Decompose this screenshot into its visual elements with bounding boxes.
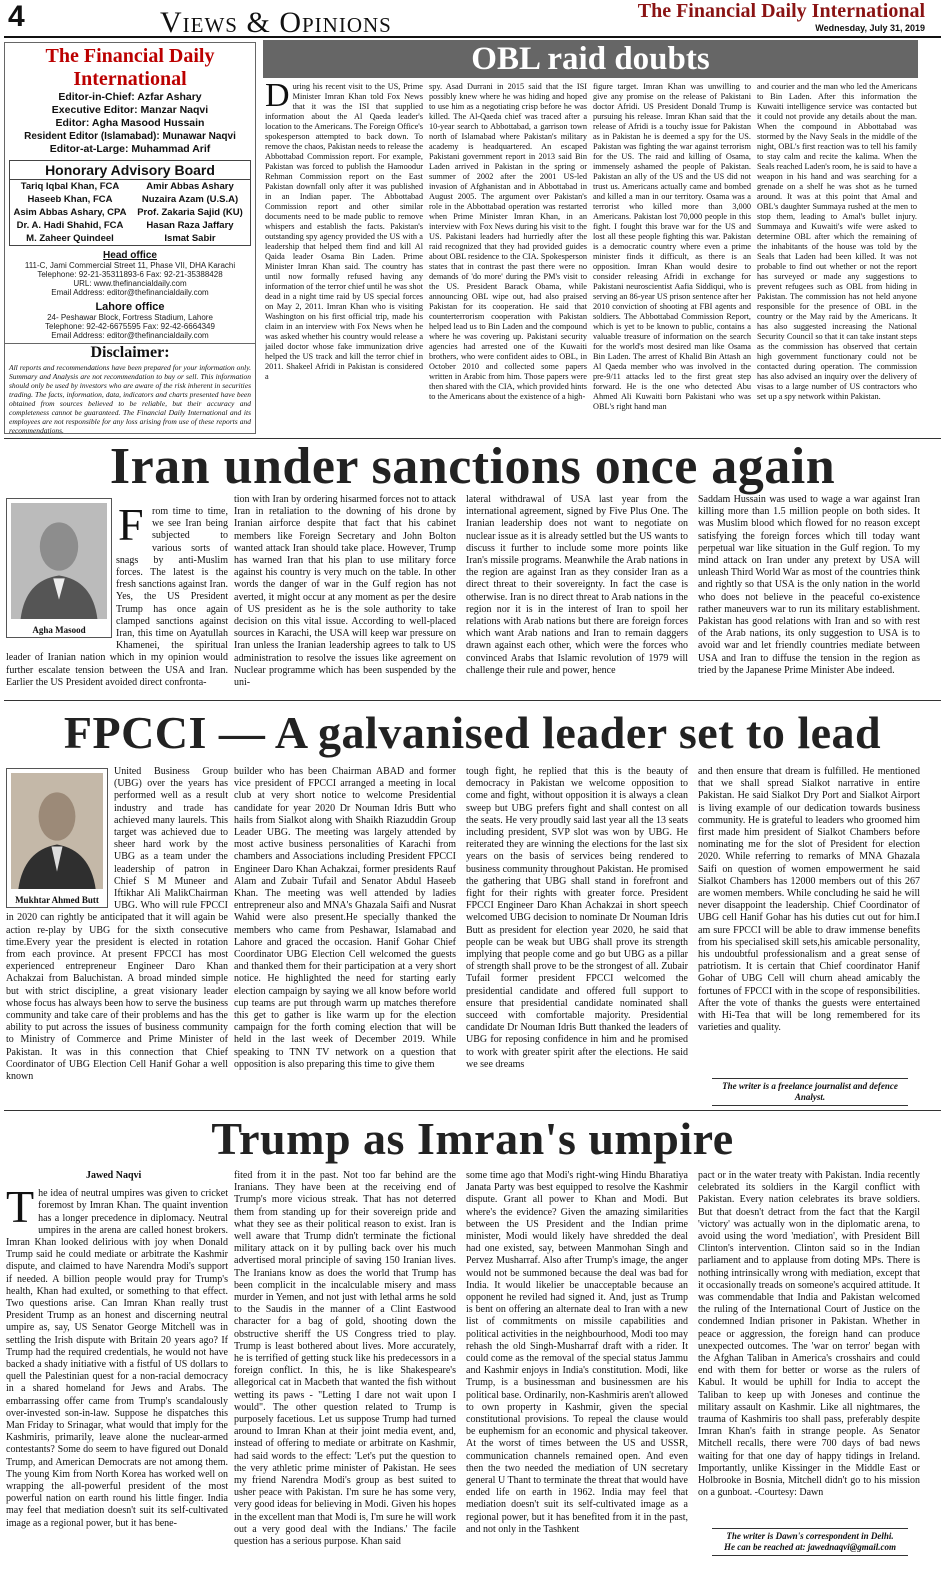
staff-line: Resident Editor (Islamabad): Munawar Naqvi (24, 131, 236, 142)
office-line: 111-C, Jami Commercial Street 11, Phase VII, DHA Karachi (24, 261, 236, 270)
head-office-address (5, 261, 255, 297)
board-member: Nuzaira Azam (U.S.A) (141, 194, 239, 205)
trump-note-line: He can be reached at: jawednaqvi@gmail.com (724, 1542, 896, 1552)
trump-writer-note (712, 1528, 908, 1556)
staff-list (5, 91, 255, 156)
iran-dropcap: F (118, 506, 144, 550)
iran-column-3: lateral withdrawal of USA last year from the international agreement, signed by Five Plus One. The Iranian leadership does not want to negotiate on nuclear issue as it is already settled but the US wants to discuss it further to include some more points like Iran's missile programs. Meanwhile the Arab nations in the region are against Iran as they consider Iran as a direct threat to their sovereignty. In fact the case is otherwise. Iran is no direct threat to Arab nations in the region nor it is in the interest of Iran to spoil her relations with Arab nations but there are foreign forces which want Arab nations and Iran to remain daggers drawn against each other, which were the forces who convinced Arabs that Islamic revolution of 1979 will challenge their rule and power, hence (466, 494, 688, 676)
iran-text: rom time to time, we see Iran being subjected to various sorts of snags by anti-Muslim forces. The latest is the fresh sanctions against Iran. Yes, the US President Trump has once again clamped sanctions against Iran, this time on Ayatullah Khamenei, the spiritual leader of Iranian nation which in my opinion would further escalate tension between the USA and Iran. Earlier the US President avoided direct confronta- (6, 506, 228, 688)
trump-text: he idea of neutral umpires was given to cricket foremost by Imran Khan. The quaint invention has a longer precedence in diplomacy. Neutral umpires in the arena are called honest brokers. Imran Khan looked delirious with joy when Donald Trump said he could mediate or arbitrate the Kashmir dispute, and claimed to have Narendra Modi's support if needed. A billion people would pray for Trump's health, Khan had exulted, or something to that effect. Two questions arise. Can Imran Khan really trust President Trump as an honest and discerning neutral umpire as, say, US Senator George Mitchell was in settling the Irish dispute with Britain 20 years ago? If Trump had the required credentials, he would not have backed a shady initiative with a fistful of US dollars to quell the Palestinian quest for a non-racial democracy in a shared homeland for Jews and Arabs. The embarrassing offer came from Trump's scandalously over-invested son-in-law. Suppose he dispatches this Man Friday to Srinagar, what would that imply for the Kashmiris, primarily, leave alone the nuclear-armed contestants? Some do seem to have figured out Donald Trump, and American Democrats are not among them. The young Kim from North Korea has worked well on wrapping the all-powerful president of the most powerful nation on earth round his little finger. India may feel that mediation doesn't suit its self-cultivated image as a regional power, but it has bene- (6, 1188, 228, 1529)
section-divider (4, 1110, 941, 1111)
trump-column-2: fited from it in the past. Not too far behind are the Iranians. They have been at the receiving end of Trump's more vicious streak. That has not deterred them from standing up for their sovereign pride and what they see as their political reason to exist. Iran is well aware that Trump didn't terminate the fictional military attack on it by pulling back over his much advertised moral principle of saving 150 Iranian lives. The Iranians know as does the world that Trump has been complicit in the incalculable misery and mass murder in Yemen, and not just with lethal arms he sold to the Saudis in the manner of a Clint Eastwood character for a bag of gold, shooting down the obstructive sheriff the US Congress tried to play. Trump is least bothered about lives. More accurately, he is terrified of getting stuck like his predecessors in a foreign conflict. In this, he is like Shakespeare's allegorical cat in Macbeth that wanted the fish without wetting its paws - "Letting I dare not wait upon I would". The other question related to Trump is purposely facetious. Let us suppose Trump had turned around to Imran Khan at their joint media event, and, instead of offering to mediate or arbitrate on Kashmir, had said words to the effect: 'Let's put the question to the very athletic prime minister of Pakistan. He sees my friend Narendra Modi's group as best suited to usher peace with Pakistan. I'm sure he has some very, very good ideas for believing in Modi. Given his hopes in the excellent man that Modi is, I'm sure he will work out a very good deal with the Indians.' The facile question has a serious purpose. Khan said (234, 1170, 456, 1548)
lahore-office-address (5, 313, 255, 340)
office-line: Telephone: 92-42-6675595 Fax: 92-42-6664349 (45, 322, 215, 331)
fpcci-writer-note: The writer is a freelance journalist and defence Analyst. (712, 1078, 908, 1106)
office-line: Email Address: editor@thefinancialdaily.com (51, 288, 209, 297)
trump-author: Jawed Naqvi (86, 1170, 142, 1181)
trump-note-line: The writer is Dawn's correspondent in Delhi. (726, 1531, 894, 1541)
obl-column-3: figure target. Imran Khan was unwilling to give any promise on the release of Pakistani doctor Afridi. US President Donald Trump is pursuing his release. Imran Khan said that the release of Afridi is a touchy issue for Pakistan as in Pakistan he is deemed a spy for the US. Pakistan was fighting the war against terrorism for the US. The raid and killing of Osama, immensely ashamed the people of Pakistan. Pakistan an ally of the US and the US did not trust us. Americans actually came and bombed and killed a man in our territory. Osama was a terrorist who killed more than 3,000 Americans. Pakistan lost 70,000 people in this fight. I fought this brave war for the US and lost all these people fighting this war. Pakistan is a democratic country where even a prime minister finds it difficult, as there is an opposition. Imran Khan would desire to consider releasing Afridi in exchange for Pakistani neuroscientist Aafia Siddiqui, who is serving an 86-year US prison sentence after her 2010 conviction of shooting at FBI agents and soldiers. The Abbottabad Commission Report, which is yet to be known to public, contains a valuable treasure of information on the search for the world's most desired man like Osama Bin Laden. The arrest of Khalid Bin Attash an Al Qaeda member who was involved in the pre-9/11 attacks led to the first great step forward. He is the one who detected Abu Ahmed Ali Kuwaiti born Pakistani who was OBL's right hand man (593, 82, 751, 411)
trump-headline: Trump as Imran's umpire (211, 1113, 734, 1164)
fpcci-headline: FPCCI — A galvanised leader set to lead (63, 707, 882, 758)
fpcci-column-2: builder who has been Chairman ABAD and former vice president of FPCCI arranged a meeting in local club at very short notice to welcome Presidential candidate for year 2020 Dr Nouman Idris Butt who hails from Sialkot along with Shaikh Riazuddin Group Leader UBG. The meeting was largely attended by most active business personalities of Karachi from chambers and Associations including President FPCCI Engineer Daro Khan Achakzai, former presidents Rauf Alam and Zubair Tufail and Senator Abdul Haseeb Khan. The meeting was well attended by ladies entrepreneur also and MNA's Ghazala Saifi and Nusrat Wahid were also present.He specially thanked the members who came from Peshawar, Islamabad and Lahore and graced the occasion. Hanif Gohar Chief Coordinator UBG Election Cell welcomed the guests and thanked them for their participation at a very short notice. He highlighted the need for starting early election campaign by saying we all know before world cup teams are put through warm up matches therefore this get to gather is like warm up for the election campaign for the forth coming election that will be held in the last week of December 2019. While speaking to TNN TV network on a question that opposition is also preparing this time to give them (234, 766, 456, 1070)
office-line: Telephone: 92-21-35311893-6 Fax: 92-21-35388428 (37, 270, 223, 279)
obl-headline: OBL raid doubts (263, 40, 918, 78)
board-member: M. Zaheer Quindeel (26, 233, 114, 244)
iran-column-4: Saddam Hussain was used to wage a war against Iran killing more than 1.5 million people on both sides. It was Muslim blood which flowed for no reason except satisfying the foreign forces which till today want perpetual war like situation in the Gulf region. To my mind attack on Iran under any pretext by USA will unleash Third World War as most of the countries think and rightly so that USA is the only nation in the world who does not believe in the peaceful co-existence rather maneuvers war to run its military establishment. Pakistan has good relations with Iran and so with rest of the Arab nations, its only suggestion to USA is to avoid war and let friendly countries mediate between USA and Iran to diffuse the tension in the region as tried by the Japanese Prime Minister Abe indeed. (698, 494, 920, 676)
office-line: Email Address: editor@thefinancialdaily.com (51, 331, 209, 340)
board-member: Hasan Raza Jaffary (146, 220, 234, 231)
obl-text: uring his recent visit to the US, Prime Minister Imran Khan told Fox News that it was the ISI that supplied information about the Al Qaeda leader's location to the Americans. The Foreign Office's spokesperson attempted to back down. To remove the chaos, Pakistan needs to release the Abbottabad Commission report. For example, Pakistan was forced to publish the Hamoodur Rehman Commission report on the East Pakistan downfall only after it was published in an Indian paper. The Abbottabad Commission report and other similar documents need to be made public to remove whispers and establish the facts. Pakistan's outstanding spy agency provided the US with a leadership that helped them find and kill Al Qaida leader Osama Bin Laden. Prime Minister Imran Khan said. The country has until now formally refused having any information of the terror chief until he was shot dead in a night time raid by US special forces on May 2, 2011. Imran Khan who is visiting Washington on his first official trip, made his claim in an interview with Fox News when he was asked whether his country would release a jailed doctor whose fake immunization drive helped the US track and kill the terror chief in 2011. Shakeel Afridi in Pakistan is considered a (265, 82, 423, 381)
office-line: 24- Peshawar Block, Fortress Stadium, Lahore (47, 313, 213, 322)
iran-author-caption: Agha Masood (32, 625, 86, 635)
trump-dropcap: T (6, 1181, 35, 1233)
staff-line: Editor: Agha Masood Hussain (55, 117, 205, 129)
disclaimer-title: Disclaimer: (5, 343, 255, 362)
lahore-office-title: Lahore office (95, 301, 165, 313)
trump-column-1 (6, 1170, 228, 1568)
board-member: Amir Abbas Ashary (146, 181, 234, 192)
section-divider (4, 700, 941, 701)
board-member: Asim Abbas Ashary, CPA (13, 207, 127, 218)
disclaimer-text: All reports and recommendations have been prepared for your information only. Summary and Analysis are not recommendation to buy or sell. This information should only be used by investors who are aware of the risk inherent in securities trading. The facts, information, data, indicators and charts presented have been obtained from sources believed to be reliable, but their accuracy and completeness cannot be guaranteed. The Financial Daily International and its employees are not responsible for any loss arising from use of these reports and recommendations. (9, 363, 251, 435)
staff-line: Editor-at-Large: Muhammad Arif (49, 143, 211, 155)
staff-line: Editor-in-Chief: Azfar Ashary (58, 91, 202, 103)
staff-line: Executive Editor: Manzar Naqvi (51, 104, 209, 116)
iran-column-1 (6, 506, 228, 694)
obl-dropcap: D (265, 82, 290, 114)
masthead-paper-name: The Financial Daily International (637, 0, 925, 22)
fpcci-column-3: tough fight, he replied that this is the beauty of democracy in Pakistan we welcome opposition to come and fight, without opposition it is always a clean sweep but UBG prefers fight and shall contest on all the seats. He very proudly said last year all the 13 seats including president, SVP slot was won by UBG. He reiterated they are winning the elections for the last six years on the basis of services being rendered to business community throughout Pakistan. He promised the gathering that UBG shall stand in forefront and fight for their rights with greater force. President FPCCI Engineer Daro Khan Achakzai in short speech welcomed UBG decision to nominate Dr Nouman Idris Butt as president for election year 2020, he said that people can be weak but UBG shall prove its strength implying that people come and go but UBG as a pillar of strength shall prove to be the strongest of all. Zubair Tufail former president FPCCI welcomed the presidential candidate and offered full support to ensure that presidential candidate nominated shall succeed with comfortable majority. Presidential candidate Dr Nouman Idris Butt thanked the leaders of UBG for reposing confidence in him and he promised to work with greater spirit after the elections. He said we see dreams (466, 766, 688, 1070)
fpcci-author-caption: Mukhtar Ahmed Butt (15, 895, 99, 905)
advisory-board (9, 180, 251, 246)
masthead-date: Wednesday, July 31, 2019 (815, 23, 925, 33)
obl-column-4: and courier and the man who led the Americans to Bin Laden. After this information the Kuwaiti intelligence service was contacted but it could not provide any details about the man. When the compound in Abbottabad was stormed by the Navy Seals in the middle of the night, OBL's first reaction was to tell his family to stay calm and recite the kalima. When the Seals reached Laden's room, he is said to have a weapon in his hand and was searching for a grenade on a shelf he was shot as he turned around. It was at this point that Amal and OBL's daughter Summaya rushed at the men to stop them, leading to Amal's bullet injury. Summaya and Kuwaiti's wife were asked to determine OBL after which the remaining of the inhabitants of the house was told by the Seals that Laden had been killed. It was not probable to find out whether or not the report has surveyed or made any suggestions to prevent refugees such as OBL from hiding in Pakistan. The commission has not held anyone responsible for the presence of OBL in the country or the May raid by the Americans. It has also suggested increasing the National Security Council so that it can take instant steps as the commission has observed that certain high government functionary could not be contacted during operation. The commission has also advised an inquiry over the delivery of visas to a large number of US contractors who set up a spy network within Pakistan. (757, 82, 917, 401)
iran-column-2: tion with Iran by ordering hisarmed forces not to attack Iran in retaliation to the downing of his drone by Iranian airforce despite that fact that his cabinet members like Foreign Secretary and John Bolton wanted attack Iran should take place. However, Trump has warned Iran that his plan to use military force against his country is very much on the table. In other words the danger of war in the Gulf region has not averted, it might occur at any moment as per the desire of US president as he is the sole authority to take decision on this vital issue. According to well-placed sources in Karachi, the USA will keep war pressure on Iran unless the Iranian leadership agrees to talk to US administration to resolve the issues like agreement on Nuclear programme which has been suspended by the uni- (234, 494, 456, 689)
board-member: Prof. Zakaria Sajid (KU) (137, 207, 243, 218)
board-member: Dr. A. Hadi Shahid, FCA (16, 220, 124, 231)
iran-headline: Iran under sanctions once again (109, 438, 836, 495)
trump-column-4: pact or in the water treaty with Pakistan. India recently celebrated its soldiers in the Kargil conflict with Pakistan. Every nation celebrates its brave soldiers. But that doesn't detract from the fact that the Kargil 'victory' was actually won in the diplomatic arena, to avoid using the word 'mediation', with President Bill Clinton's intervention. Clinton said so in the Indian parliament and to applause from doting MPs. There is nothing intrinsically wrong with mediation, except that it occasionally treads on someone's acquired attitude. It was commendable that India and Pakistan welcomed the ruling of the International Court of Justice on the condemned Indian prisoner in Pakistan. Whether in peace or aggression, the foreign hand can produce unexpected outcomes. The 'war on terror' began with the Afghan Taliban in America's crosshairs and could end with them for better or worse as the rulers of Kabul. It would be uphill for India to accept the Taliban to keep up with Joneses and continue the military assault on Kashmir. Like all nightmares, the trauma of Kashmiris too shall pass, preferably despite Imran Khan's faith in strange people. As Senator Mitchell recalls, there were 700 days of bad news waiting for that one day of happy tidings in Ireland. Importantly, unlike Kissinger in the Middle East or Holbrooke in Bosnia, Mitchell didn't go to his mission on a gunboat. -Courtesy: Dawn (698, 1170, 920, 1499)
board-title: Honorary Advisory Board (9, 160, 251, 180)
masthead (638, 0, 925, 33)
info-paper-name: The Financial Daily International (45, 45, 215, 90)
trump-column-3: some time ago that Modi's right-wing Hindu Bharatiya Janata Party was best equipped to resolve the Kashmir dispute. Grant all power to Khan and Modi. But where's the evidence? Given the amazing similarities between the US President and the Indian prime minister, Modi would likely have shredded the deal had one existed, say, between Manmohan Singh and Pervez Musharraf. Also after Trump's image, the anger would not be summoned because the deal was bad for India. It would likelier be unacceptable because an opponent he reviled had signed it. And, just as Trump is bent on offering an alternate deal to Iran with a new list of commitments on missile capabilities and political activities in the neighbourhood, Modi too may rehash the old Singh-Musharraf draft with a rider. It could come as the removal of the special status Jammu and Kashmir enjoys in India's constitution. Modi, like Trump, is a businessman and businessmen are his political base. Ordinarily, non-Kashmiris aren't allowed to own property in Kashmir, given the special constitutional provisions. To repeal the clause would be euphemism for an economic and physical takeover. At the worst of times between the US and USSR, communication channels remained open. And even then the two needed the mediation of UN secretary general U Thant to terminate the threat that would have ended life on earth in 1962. India may feel that mediation doesn't suit its self-cultivated image as a regional power, but it has benefited from it in the past, and not only in the Tashkent (466, 1170, 688, 1535)
info-panel (4, 42, 256, 434)
board-member: Tariq Iqbal Khan, FCA (20, 181, 120, 192)
obl-column-1 (265, 82, 423, 434)
fpcci-column-4: and then ensure that dream is fulfilled. He mentioned that we shall spread Sialkot narrative in entire Pakistan. He said Sialkot Dry Port and Sialkot Airport is living example of our dedication towards business community. He is grateful to leaders who groomed him first made him president of Sialkot Chambers before nominating me for the slot of President for election 2020. While referring to remarks of MNA Ghazala Saifi on question of women empowerment he said Sialkot Chambers has 12000 members out of this 267 are women members. While concluding he said he will never disappoint the leadership. Chief Coordinator of UBG cell Hanif Gohar has his duties cut out for him.I am sure FPCCI will be able to draw immense benefits from his specialised skill sets,his amicable personality, his undoubtful professionalism and a great sense of patriotism. It is certain that Chief coordinator Hanif Gohar of UBG Cell will churn ahead amicably the fortunes of FPCCI with in the scope of responsibilities. After the vote of thanks the guests were entertained with Hi-Tea that will be long remembered for its varieties and quality. (698, 766, 920, 1034)
section-title: Views & Opinions (160, 6, 392, 39)
fpcci-text: United Business Group (UBG) over the years has performed well as a result industry and trade has achieved many laurels. This target was achieved due to sheer hard work by the UBG as a team under the leadership of patron in Chief S M Muneer and Iftikhar Ali MalikChairman UBG. Who will rule FPCCI in 2020 can rightly be anticipated that it will again be action re-play by UBG for the sixth consecutive time.Every year the president is elected in rotation from each province. At present FPCCI has most experienced entrepreneur Engineer Daro Khan Achakzai from Baluchistan. A broad minded simple but with strict discipline, a great visionary leader whose focus has always been how to serve the business community and take care of their problems and has the ability to put across the issues of business community to Ministry of Commerce and Prime Minister of Pakistan. It was in this connection that Chief Coordinator of UBG Election Cell Hanif Gohar a well known (6, 766, 228, 1083)
office-line: URL: www.thefinancialdaily.com (73, 279, 187, 288)
head-office-title: Head office (103, 250, 157, 261)
board-member: Haseeb Khan, FCA (27, 194, 113, 205)
board-member: Ismat Sabir (164, 233, 216, 244)
page-number: 4 (8, 0, 25, 33)
obl-column-2: spy. Asad Durrani in 2015 said that the ISI possibly knew where he was hiding and hoped to use him as a negotiating crisp before he was killed. The Al-Qaeda chief was traced after a 10-year search to Abbottabad, a garrison town north of Islamabad where Pakistan's military academy is headquartered. An escaped Pakistani government report in 2013 said Bin Laden arrived in Pakistan in the spring or summer of 2002 after the 2001 US-led invasion of Afghanistan and in Abbottabad in August 2005. The argument over Pakistan's role in the Abbottabad operation was restarted when Prime Minister Imran Khan, in an interview with Fox News during his visit to the US. Pakistani leaders had hurriedly after the raid recognized that they had provided guides about OBL residence to the CIA. Spokesperson states that in contrast the past there were no demands of 'do more' during the PM's visit to the US. President Barack Obama, while announcing OBL wipe out, had also praised Pakistan for its cooperation. He said that counterterrorism cooperation with Pakistan helped lead us to Bin Laden and the compound where he was covering up. Pakistani security agencies had arrested one of the Kuwaiti brothers, who were confident aides to OBL, in October 2010 and collected some papers written in Arabic from him. Those papers were then shared with the CIA, which provided hints to the Americans about the existence of a high- (429, 82, 587, 401)
fpcci-column-1 (6, 766, 228, 1106)
header-rule (4, 36, 941, 38)
